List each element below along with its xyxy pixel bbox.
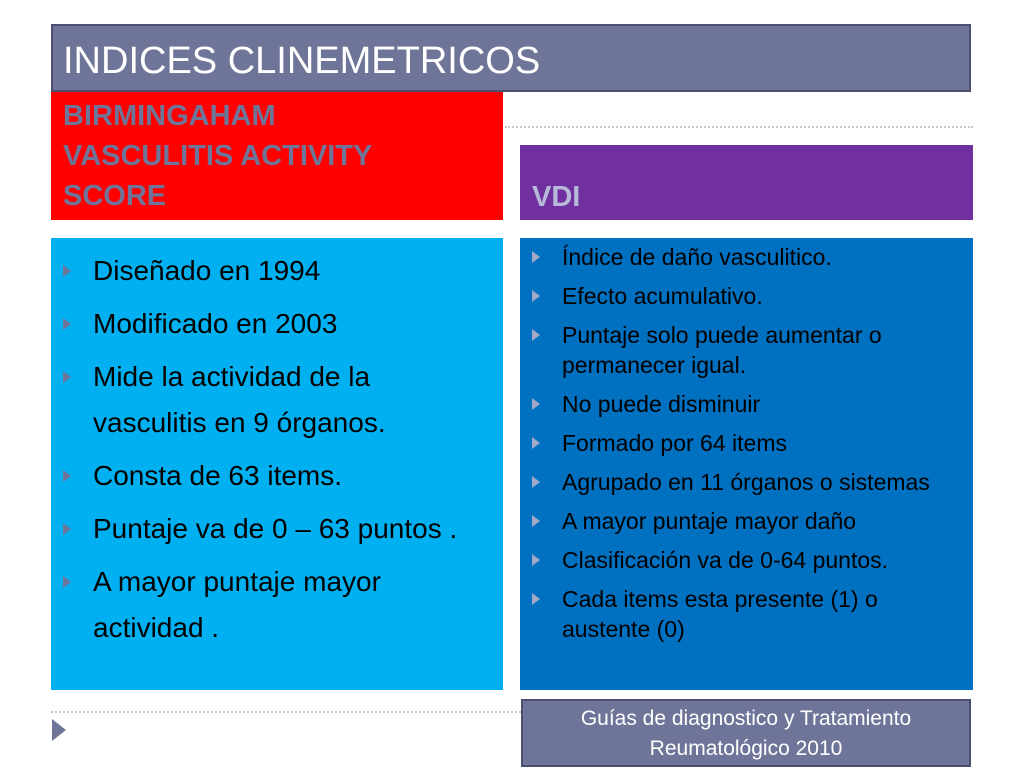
bvas-header xyxy=(51,92,503,220)
list-item: A mayor puntaje mayor daño xyxy=(530,506,970,536)
list-item: Cada items esta presente (1) o austente (0) xyxy=(530,584,970,644)
citation-line-2: Reumatológico 2010 xyxy=(649,737,843,760)
list-item: Diseñado en 1994 xyxy=(61,248,481,294)
vdi-list xyxy=(530,242,970,653)
triangle-bullet-icon xyxy=(532,251,540,263)
list-item: No puede disminuir xyxy=(530,389,970,419)
list-item: Mide la actividad de la vasculitis en 9 órganos. xyxy=(61,354,481,446)
slide-title-box xyxy=(51,24,971,92)
list-item: Clasificación va de 0-64 puntos. xyxy=(530,545,970,575)
bvas-header-line-3: SCORE xyxy=(63,180,167,212)
bvas-header-line-2: VASCULITIS ACTIVITY xyxy=(63,140,373,172)
triangle-bullet-icon xyxy=(63,371,71,383)
dotted-divider-bottom xyxy=(51,711,521,713)
list-item: Modificado en 2003 xyxy=(61,301,481,347)
triangle-bullet-icon xyxy=(532,554,540,566)
triangle-bullet-icon xyxy=(532,437,540,449)
list-item: Consta de 63 items. xyxy=(61,453,481,499)
triangle-bullet-icon xyxy=(63,470,71,482)
triangle-bullet-icon xyxy=(532,398,540,410)
list-item: Agrupado en 11 órganos o sistemas xyxy=(530,467,970,497)
triangle-bullet-icon xyxy=(532,329,540,341)
triangle-bullet-icon xyxy=(532,476,540,488)
triangle-bullet-icon xyxy=(63,576,71,588)
list-item: A mayor puntaje mayor actividad . xyxy=(61,559,481,651)
vdi-panel xyxy=(520,238,973,690)
list-item: Formado por 64 items xyxy=(530,428,970,458)
citation-line-1: Guías de diagnostico y Tratamiento xyxy=(580,707,912,730)
bvas-list xyxy=(61,248,481,658)
bvas-header-line-1: BIRMINGAHAM xyxy=(63,100,276,132)
triangle-bullet-icon xyxy=(63,265,71,277)
vdi-header-label: VDI xyxy=(532,181,581,213)
list-item: Efecto acumulativo. xyxy=(530,281,970,311)
list-item: Índice de daño vasculitico. xyxy=(530,242,970,272)
vdi-header xyxy=(520,145,973,220)
play-arrow-icon xyxy=(52,719,66,741)
list-item: Puntaje solo puede aumentar o permanecer igual. xyxy=(530,320,970,380)
triangle-bullet-icon xyxy=(63,523,71,535)
triangle-bullet-icon xyxy=(63,318,71,330)
triangle-bullet-icon xyxy=(532,515,540,527)
slide-title: INDICES CLINEMETRICOS xyxy=(63,40,541,82)
list-item: Puntaje va de 0 – 63 puntos . xyxy=(61,506,481,552)
dotted-divider-top xyxy=(505,126,973,128)
bvas-panel xyxy=(51,238,503,690)
triangle-bullet-icon xyxy=(532,593,540,605)
triangle-bullet-icon xyxy=(532,290,540,302)
citation-box xyxy=(521,699,971,767)
